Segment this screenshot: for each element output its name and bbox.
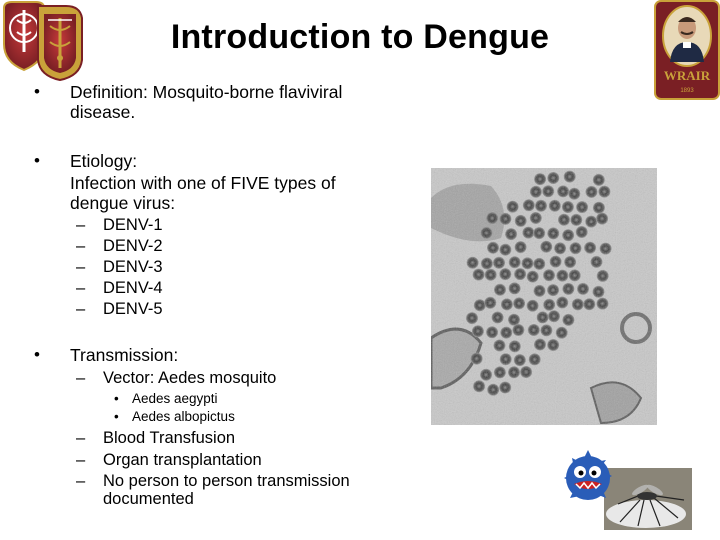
dengue-type-item: DENV-3 [103,258,163,276]
virus-micrograph-image [431,168,657,425]
dengue-type-item: DENV-2 [103,237,163,255]
dash-marker: – [76,279,86,297]
etiology-line-3: dengue virus: [70,193,176,213]
species-item: Aedes aegypti [132,391,218,406]
dengue-type-item: DENV-5 [103,300,163,318]
transmission-item: Blood Transfusion [103,429,236,447]
dengue-type-item: DENV-4 [103,279,163,297]
transmission-item-continuation: documented [103,490,194,508]
dash-marker: – [76,237,86,255]
dash-marker: – [76,216,86,234]
etiology-line-2: Infection with one of FIVE types of [70,173,336,193]
definition-line-1: Definition: Mosquito-borne flaviviral [70,82,343,102]
sub-bullet-marker: • [114,409,119,424]
vector-item: Vector: Aedes mosquito [103,369,277,387]
dash-marker: – [76,258,86,276]
dash-marker: – [76,451,86,469]
bullet-marker: • [34,82,40,101]
etiology-heading: Etiology: [70,151,138,171]
mosquito-mascot-image [560,448,692,532]
slide-title: Introduction to Dengue [170,18,550,56]
transmission-heading: Transmission: [70,345,179,365]
wrair-logo-text: WRAIR [663,68,711,83]
sub-bullet-marker: • [114,391,119,406]
dash-marker: – [76,429,86,447]
bullet-marker: • [34,151,40,170]
bullet-marker: • [34,345,40,364]
definition-line-2: disease. [70,102,136,122]
dash-marker: – [76,472,86,490]
transmission-item: Organ transplantation [103,451,262,469]
wrair-logo-year: 1893 [680,88,694,94]
dash-marker: – [76,300,86,318]
species-item: Aedes albopictus [132,409,235,424]
transmission-item: No person to person transmission [103,472,350,490]
dash-marker: – [76,369,86,387]
dengue-type-item: DENV-1 [103,216,163,234]
